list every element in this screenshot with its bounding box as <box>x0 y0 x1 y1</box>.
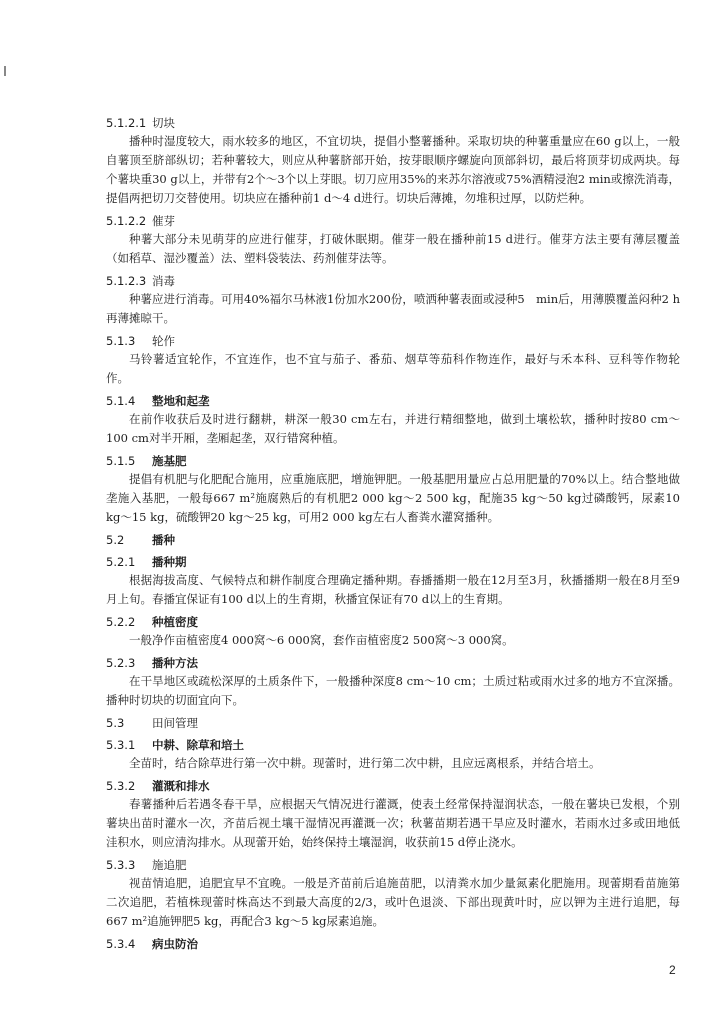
paragraph: 在干旱地区或疏松深厚的土质条件下，一般播种深度8 cm～10 cm；土质过粘或雨水过多的地方不宜深播。播种时切块的切面宜向下。 <box>106 674 680 707</box>
section-heading <box>106 212 680 230</box>
section-title: 消毒 <box>152 274 175 288</box>
section-title: 施基肥 <box>152 454 187 468</box>
section-number: 5.1.2.1 <box>106 116 147 130</box>
section-heading <box>106 613 680 631</box>
section-title: 病虫防治 <box>152 937 198 951</box>
section-heading <box>106 114 680 132</box>
section-number: 5.1.4 <box>106 394 136 408</box>
paragraph: 马铃薯适宜轮作，不宜连作，也不宜与茄子、番茄、烟草等茄科作物连作，最好与禾本科、豆科等作物轮作。 <box>106 352 680 385</box>
paragraph: 全苗时，结合除草进行第一次中耕。现蕾时，进行第二次中耕，且应远离根系，并结合培土。 <box>129 756 601 770</box>
section-number: 5.3.1 <box>106 738 136 752</box>
section-number: 5.3.2 <box>106 779 136 793</box>
section-number: 5.3.3 <box>106 858 136 872</box>
section-title: 播种期 <box>152 555 187 569</box>
section-heading <box>106 452 680 470</box>
section-heading <box>106 777 680 795</box>
section-heading <box>106 714 680 732</box>
section-title: 灌溉和排水 <box>152 779 210 793</box>
section-heading <box>106 531 680 549</box>
page-number: 2 <box>669 963 676 977</box>
section-title: 种植密度 <box>152 615 198 629</box>
paragraph: 播种时湿度较大，雨水较多的地区，不宜切块，提倡小整薯播种。采取切块的种薯重量应在60 g以上，一般自薯顶至脐部纵切；若种薯较大，则应从种薯脐部开始，按芽眼顺序螺旋向顶部斜切，最后将顶芽切成两块。每个薯块重30 g以上，并带有2个～3个以上芽眼。切刀应用35%的来苏尔溶液或75%酒精浸泡2 min或擦洗消毒，提倡两把切刀交替使用。切块应在播种前1 d～4 d进行。切块后薄摊，勿堆积过厚，以防烂种。 <box>106 134 680 205</box>
paragraph: 根据海拔高度、气候特点和耕作制度合理确定播种期。春播播期一般在12月至3月，秋播播期一般在8月至9月上旬。春播宜保证有100 d以上的生育期，秋播宜保证有70 d以上的生育期。 <box>106 573 680 606</box>
paragraph: 种薯大部分未见萌芽的应进行催芽，打破休眠期。催芽一般在播种前15 d进行。催芽方法主要有薄层覆盖（如稻草、湿沙覆盖）法、塑料袋装法、药剂催芽法等。 <box>106 232 680 265</box>
section-title: 田间管理 <box>152 716 198 730</box>
section-title: 切块 <box>152 116 175 130</box>
section-title: 施追肥 <box>152 858 187 872</box>
paragraph: 在前作收获后及时进行翻耕，耕深一般30 cm左右，并进行精细整地，做到土壤松软，播种时按80 cm～100 cm对半开厢，垄厢起垄，双行错窝种植。 <box>106 412 680 445</box>
paragraph: 春薯播种后若遇冬春干旱，应根据天气情况进行灌溉，使表土经常保持湿润状态，一般在薯块已发根，个别薯块出苗时灌水一次，齐苗后视土壤干湿情况再灌溉一次；秋薯苗期若遇干旱应及时灌水，若雨水过多或田地低洼积水，则应清沟排水。从现蕾开始，始终保持土壤湿润，收获前15 d停止浇水。 <box>106 797 680 849</box>
section-title: 整地和起垄 <box>152 394 210 408</box>
section-title: 轮作 <box>152 334 175 348</box>
section-heading <box>106 736 680 754</box>
paragraph: 种薯应进行消毒。可用40%福尔马林液1份加水200份，喷洒种薯表面或浸种5 min后，用薄膜覆盖闷种2 h再薄摊晾干。 <box>106 292 681 325</box>
scan-edge-mark <box>4 66 6 76</box>
section-title: 中耕、除草和培土 <box>152 738 244 752</box>
section-title: 播种方法 <box>152 656 198 670</box>
section-heading <box>106 392 680 410</box>
section-heading <box>106 332 680 350</box>
paragraph: 视苗情追肥，追肥宜早不宜晚。一般是齐苗前后追施苗肥，以清粪水加少量氮素化肥施用。现蕾期看苗施第二次追肥，若植株现蕾时株高达不到最大高度的2/3，或叶色退淡、下部出现黄叶时，应以钾为主进行追肥，每667 m²追施钾肥5 kg，再配合3 kg～5 kg尿素追施。 <box>106 876 680 928</box>
section-number: 5.1.2.3 <box>106 274 147 288</box>
section-number: 5.2.2 <box>106 615 136 629</box>
section-number: 5.2.1 <box>106 555 136 569</box>
section-number: 5.3 <box>106 716 125 730</box>
section-number: 5.1.5 <box>106 454 136 468</box>
document-body <box>106 110 680 953</box>
section-heading <box>106 654 680 672</box>
paragraph: 提倡有机肥与化肥配合施用，应重施底肥，增施钾肥。一般基肥用量应占总用肥量的70%以上。结合整地做垄施入基肥，一般每667 m²施腐熟后的有机肥2 000 kg～2 500 kg，配施35 kg～50 kg过磷酸钙，尿素10 kg～15 kg，硫酸钾20 kg～25 kg，可用2 000 kg左右人畜粪水灌窝播种。 <box>106 472 680 524</box>
section-number: 5.2 <box>106 533 125 547</box>
paragraph: 一般净作亩植密度4 000窝～6 000窝，套作亩植密度2 500窝～3 000窝。 <box>129 633 514 647</box>
section-title: 催芽 <box>152 214 175 228</box>
section-number: 5.1.3 <box>106 334 136 348</box>
section-number: 5.2.3 <box>106 656 136 670</box>
section-heading <box>106 935 680 953</box>
section-number: 5.1.2.2 <box>106 214 147 228</box>
section-number: 5.3.4 <box>106 937 136 951</box>
section-heading <box>106 272 680 290</box>
section-title: 播种 <box>152 533 175 547</box>
section-heading <box>106 553 680 571</box>
section-heading <box>106 856 680 874</box>
